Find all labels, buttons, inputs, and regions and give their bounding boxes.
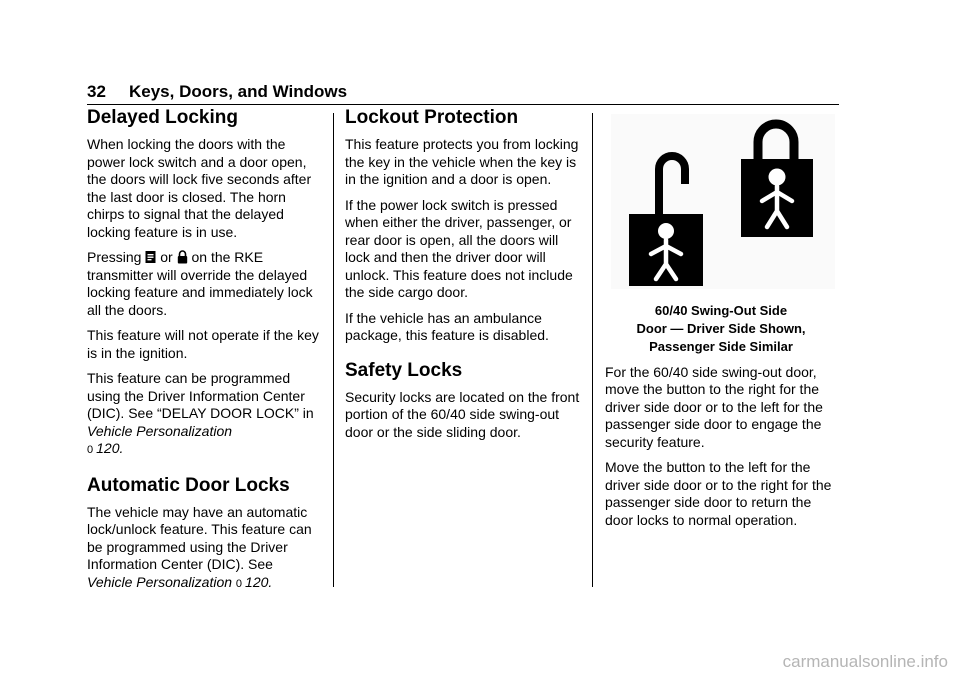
column-divider-1 (333, 113, 334, 587)
page-ref-arrow-icon: 0 (87, 444, 94, 456)
column-2 (345, 106, 581, 449)
page-number: 32 (87, 82, 106, 101)
section-title: Keys, Doors, and Windows (129, 82, 348, 101)
header-rule (87, 104, 839, 105)
child-lock-figure (611, 114, 835, 289)
padlock-icon (177, 250, 188, 264)
ref-vehicle-personalization-2[interactable]: Vehicle Personalization (87, 573, 233, 590)
col3-p2: Move the button to the left for the driver side door or to the right for the passenger side door to return the door locks to normal operation. (605, 459, 832, 528)
lockout-p3: If the vehicle has an ambulance package, this feature is disabled. (345, 309, 549, 343)
text-on-rke: on the RKE transmitter will override the delayed locking feature and immediately lock all the doors. (87, 249, 313, 318)
text-see-delay: This feature can be programmed using the Driver Information Center (DIC). See “DELAY DOOR LOCK” in (87, 370, 314, 421)
delayed-locking-p3: This feature will not operate if the key is in the ignition. (87, 327, 319, 361)
figure-caption (605, 302, 837, 356)
caption-line-2: Door — Driver Side Shown, (636, 320, 806, 336)
text-pressing: Pressing (87, 249, 142, 265)
unlocked-child-icon (629, 156, 703, 286)
page-ref-2[interactable]: 120. (245, 573, 273, 590)
caption-line-1: 60/40 Swing-Out Side (654, 302, 788, 318)
delayed-locking-p4 (87, 370, 323, 460)
text-auto-locks: The vehicle may have an automatic lock/unlock feature. This feature can be programmed using the Driver Information Center (DIC). See (87, 503, 312, 572)
delayed-locking-p1: When locking the doors with the power lock switch and a door open, the doors will lock five seconds after the last door is closed. The horn chirps to signal that the delayed locking feature is in use. (87, 136, 312, 240)
caption-line-3: Passenger Side Similar (649, 338, 793, 354)
col3-p1: For the 60/40 side swing-out door, move the button to the right for the driver side door or to the left for the passenger side door to engage the security feature. (605, 363, 823, 450)
page-ref-arrow-icon-2: 0 (235, 577, 243, 590)
lockout-p2: If the power lock switch is pressed when either the driver, passenger, or rear door is open, all the doors will lock and then the driver door will unlock. This feature does not include the side cargo door. (345, 196, 573, 300)
column-1 (87, 106, 323, 601)
safety-locks-p1: Security locks are located on the front portion of the 60/40 side swing-out door or the side sliding door. (345, 388, 580, 440)
watermark: carmanualsonline.info (782, 652, 948, 671)
text-or: or (160, 249, 173, 265)
delayed-locking-p2 (87, 249, 323, 319)
locked-child-icon (741, 124, 813, 237)
heading-automatic-door-locks: Automatic Door Locks (87, 474, 290, 496)
automatic-door-locks-p1 (87, 504, 323, 594)
lock-button-icon (145, 250, 156, 264)
column-3 (605, 106, 837, 537)
column-divider-2 (592, 113, 593, 587)
page-ref[interactable]: 120. (96, 440, 124, 456)
heading-safety-locks: Safety Locks (345, 359, 463, 381)
page-header (87, 82, 347, 102)
ref-vehicle-personalization[interactable]: Vehicle Personalization (87, 422, 233, 439)
lockout-p1: This feature protects you from locking the key in the vehicle when the key is in the ignition and a door is open. (345, 136, 579, 187)
heading-lockout-protection: Lockout Protection (345, 107, 519, 128)
heading-delayed-locking: Delayed Locking (87, 107, 238, 128)
